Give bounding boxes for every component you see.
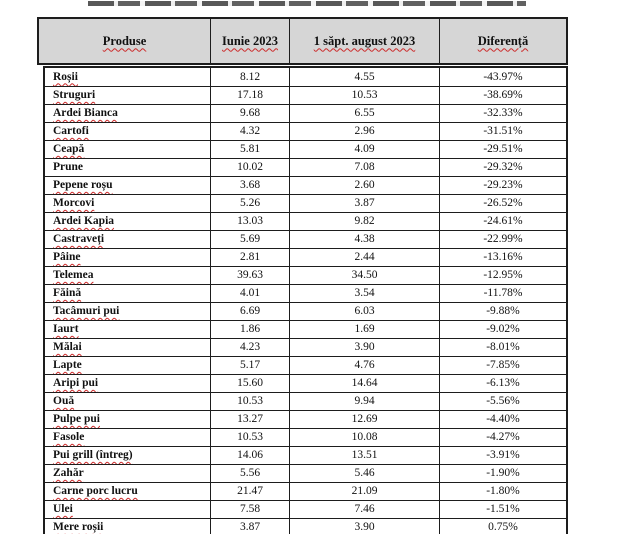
cell-produs bbox=[45, 141, 210, 158]
cell-iunie-2023: 14.06 bbox=[210, 447, 289, 464]
column-header-label: Diferență bbox=[477, 33, 529, 48]
cell-august-2023: 21.09 bbox=[289, 483, 439, 500]
cell-iunie-2023: 17.18 bbox=[210, 87, 289, 104]
column-header-august-2023 bbox=[289, 19, 439, 63]
cell-produs bbox=[45, 411, 210, 428]
cell-august-2023: 2.96 bbox=[289, 123, 439, 140]
cell-august-2023: 10.08 bbox=[289, 429, 439, 446]
table-row bbox=[45, 320, 566, 338]
table-row bbox=[45, 464, 566, 482]
cell-august-2023: 4.55 bbox=[289, 68, 439, 86]
product-name: Tacâmuri pui bbox=[53, 305, 120, 317]
cell-august-2023: 14.64 bbox=[289, 375, 439, 392]
table-row bbox=[45, 158, 566, 176]
cell-diferenta: -9.02% bbox=[439, 321, 566, 338]
cell-iunie-2023: 5.81 bbox=[210, 141, 289, 158]
table-row bbox=[45, 86, 566, 104]
cell-produs bbox=[45, 213, 210, 230]
cell-iunie-2023: 39.63 bbox=[210, 267, 289, 284]
cell-iunie-2023: 3.68 bbox=[210, 177, 289, 194]
cell-diferenta: -1.80% bbox=[439, 483, 566, 500]
product-name: Pâine bbox=[53, 251, 81, 263]
table-row bbox=[45, 230, 566, 248]
cell-diferenta: -4.40% bbox=[439, 411, 566, 428]
product-name: Ceapă bbox=[53, 143, 85, 155]
cell-diferenta: -7.85% bbox=[439, 357, 566, 374]
cell-august-2023: 4.09 bbox=[289, 141, 439, 158]
product-name: Ulei bbox=[53, 503, 73, 515]
table-row bbox=[45, 518, 566, 534]
cell-produs bbox=[45, 465, 210, 482]
cell-produs bbox=[45, 519, 210, 534]
cell-diferenta: -24.61% bbox=[439, 213, 566, 230]
cell-iunie-2023: 5.26 bbox=[210, 195, 289, 212]
cell-iunie-2023: 7.58 bbox=[210, 501, 289, 518]
product-name: Făină bbox=[53, 287, 82, 299]
table-row bbox=[45, 446, 566, 464]
cell-diferenta: -1.90% bbox=[439, 465, 566, 482]
cell-diferenta: -43.97% bbox=[439, 68, 566, 86]
cell-iunie-2023: 21.47 bbox=[210, 483, 289, 500]
cell-diferenta: -8.01% bbox=[439, 339, 566, 356]
product-name: Mălai bbox=[53, 341, 82, 353]
cell-august-2023: 7.46 bbox=[289, 501, 439, 518]
product-name: Mere roșii bbox=[53, 521, 104, 533]
cell-august-2023: 9.82 bbox=[289, 213, 439, 230]
cell-diferenta: -26.52% bbox=[439, 195, 566, 212]
cell-august-2023: 2.44 bbox=[289, 249, 439, 266]
cell-diferenta: -5.56% bbox=[439, 393, 566, 410]
cell-produs bbox=[45, 447, 210, 464]
column-header-label: 1 săpt. august 2023 bbox=[313, 33, 416, 48]
cell-diferenta: -31.51% bbox=[439, 123, 566, 140]
cell-produs bbox=[45, 501, 210, 518]
product-name: Ouă bbox=[53, 395, 75, 407]
cell-august-2023: 34.50 bbox=[289, 267, 439, 284]
cell-august-2023: 10.53 bbox=[289, 87, 439, 104]
table-row bbox=[45, 500, 566, 518]
cell-produs bbox=[45, 429, 210, 446]
cell-iunie-2023: 8.12 bbox=[210, 68, 289, 86]
table-row bbox=[45, 428, 566, 446]
cell-august-2023: 4.76 bbox=[289, 357, 439, 374]
cell-diferenta: -3.91% bbox=[439, 447, 566, 464]
product-name: Pui grill (întreg) bbox=[53, 449, 133, 461]
table-row bbox=[45, 482, 566, 500]
product-name: Pepene roșu bbox=[53, 179, 113, 191]
product-name: Roșii bbox=[53, 70, 78, 83]
cell-iunie-2023: 10.53 bbox=[210, 429, 289, 446]
cell-iunie-2023: 4.01 bbox=[210, 285, 289, 302]
table-row bbox=[45, 68, 566, 86]
cell-august-2023: 1.69 bbox=[289, 321, 439, 338]
table-row bbox=[45, 194, 566, 212]
cell-august-2023: 12.69 bbox=[289, 411, 439, 428]
cell-produs bbox=[45, 393, 210, 410]
table-header-row bbox=[37, 17, 568, 65]
cell-iunie-2023: 13.03 bbox=[210, 213, 289, 230]
cell-august-2023: 3.54 bbox=[289, 285, 439, 302]
table-row bbox=[45, 212, 566, 230]
cell-diferenta: -22.99% bbox=[439, 231, 566, 248]
cell-produs bbox=[45, 105, 210, 122]
column-header-label: Iunie 2023 bbox=[222, 33, 278, 48]
cell-iunie-2023: 4.23 bbox=[210, 339, 289, 356]
cell-august-2023: 6.55 bbox=[289, 105, 439, 122]
product-name: Pulpe pui bbox=[53, 413, 100, 425]
column-header-produse bbox=[39, 19, 210, 63]
cell-august-2023: 13.51 bbox=[289, 447, 439, 464]
product-name: Carne porc lucru bbox=[53, 485, 138, 497]
cell-produs bbox=[45, 267, 210, 284]
product-name: Telemea bbox=[53, 269, 94, 281]
cell-produs bbox=[45, 357, 210, 374]
product-name: Zahăr bbox=[53, 467, 84, 479]
table-row bbox=[45, 284, 566, 302]
product-name: Ardei Bianca bbox=[53, 107, 118, 119]
cell-august-2023: 3.90 bbox=[289, 339, 439, 356]
cell-iunie-2023: 5.56 bbox=[210, 465, 289, 482]
cell-diferenta: -29.23% bbox=[439, 177, 566, 194]
cell-produs bbox=[45, 231, 210, 248]
cell-diferenta: 0.75% bbox=[439, 519, 566, 534]
cell-diferenta: -38.69% bbox=[439, 87, 566, 104]
table-row bbox=[45, 104, 566, 122]
cell-iunie-2023: 13.27 bbox=[210, 411, 289, 428]
cell-produs bbox=[45, 159, 210, 176]
cell-august-2023: 3.90 bbox=[289, 519, 439, 534]
cell-diferenta: -29.51% bbox=[439, 141, 566, 158]
cell-produs bbox=[45, 177, 210, 194]
cell-diferenta: -29.32% bbox=[439, 159, 566, 176]
table-body bbox=[43, 66, 568, 534]
cell-iunie-2023: 6.69 bbox=[210, 303, 289, 320]
cell-produs bbox=[45, 123, 210, 140]
cell-iunie-2023: 1.86 bbox=[210, 321, 289, 338]
column-header-iunie-2023 bbox=[210, 19, 289, 63]
product-name: Cartofi bbox=[53, 125, 89, 137]
product-name: Castraveți bbox=[53, 233, 105, 245]
cell-produs bbox=[45, 483, 210, 500]
product-name: Prune bbox=[53, 161, 84, 173]
column-header-label: Produse bbox=[102, 33, 147, 48]
cell-iunie-2023: 10.02 bbox=[210, 159, 289, 176]
table-row bbox=[45, 248, 566, 266]
product-name: Morcovi bbox=[53, 197, 95, 209]
cell-diferenta: -11.78% bbox=[439, 285, 566, 302]
cell-diferenta: -4.27% bbox=[439, 429, 566, 446]
cell-produs bbox=[45, 375, 210, 392]
cell-iunie-2023: 15.60 bbox=[210, 375, 289, 392]
product-name: Fasole bbox=[53, 431, 85, 443]
clipped-title-text bbox=[88, 1, 526, 6]
cell-august-2023: 2.60 bbox=[289, 177, 439, 194]
cell-diferenta: -6.13% bbox=[439, 375, 566, 392]
cell-iunie-2023: 2.81 bbox=[210, 249, 289, 266]
cell-august-2023: 9.94 bbox=[289, 393, 439, 410]
cell-august-2023: 4.38 bbox=[289, 231, 439, 248]
cell-iunie-2023: 5.69 bbox=[210, 231, 289, 248]
product-name: Iaurt bbox=[53, 323, 79, 335]
table-row bbox=[45, 176, 566, 194]
cell-diferenta: -32.33% bbox=[439, 105, 566, 122]
column-header-diferenta bbox=[439, 19, 566, 63]
cell-diferenta: -13.16% bbox=[439, 249, 566, 266]
cell-produs bbox=[45, 303, 210, 320]
cell-august-2023: 5.46 bbox=[289, 465, 439, 482]
table-row bbox=[45, 392, 566, 410]
table-row bbox=[45, 374, 566, 392]
product-name: Aripi pui bbox=[53, 377, 99, 389]
product-name: Lapte bbox=[53, 359, 82, 371]
table-row bbox=[45, 140, 566, 158]
cell-produs bbox=[45, 321, 210, 338]
cell-diferenta: -1.51% bbox=[439, 501, 566, 518]
cell-august-2023: 6.03 bbox=[289, 303, 439, 320]
table-row bbox=[45, 266, 566, 284]
cell-produs bbox=[45, 249, 210, 266]
cell-diferenta: -12.95% bbox=[439, 267, 566, 284]
product-name: Struguri bbox=[53, 89, 96, 101]
cell-iunie-2023: 9.68 bbox=[210, 105, 289, 122]
cell-iunie-2023: 3.87 bbox=[210, 519, 289, 534]
cell-august-2023: 7.08 bbox=[289, 159, 439, 176]
table-row bbox=[45, 338, 566, 356]
cell-produs bbox=[45, 339, 210, 356]
table-row bbox=[45, 356, 566, 374]
cell-iunie-2023: 4.32 bbox=[210, 123, 289, 140]
cell-iunie-2023: 10.53 bbox=[210, 393, 289, 410]
table-row bbox=[45, 302, 566, 320]
cell-produs bbox=[45, 68, 210, 86]
cell-diferenta: -9.88% bbox=[439, 303, 566, 320]
cell-august-2023: 3.87 bbox=[289, 195, 439, 212]
cell-iunie-2023: 5.17 bbox=[210, 357, 289, 374]
table-row bbox=[45, 122, 566, 140]
table-row bbox=[45, 410, 566, 428]
product-name: Ardei Kapia bbox=[53, 215, 115, 227]
cell-produs bbox=[45, 195, 210, 212]
cell-produs bbox=[45, 285, 210, 302]
cell-produs bbox=[45, 87, 210, 104]
